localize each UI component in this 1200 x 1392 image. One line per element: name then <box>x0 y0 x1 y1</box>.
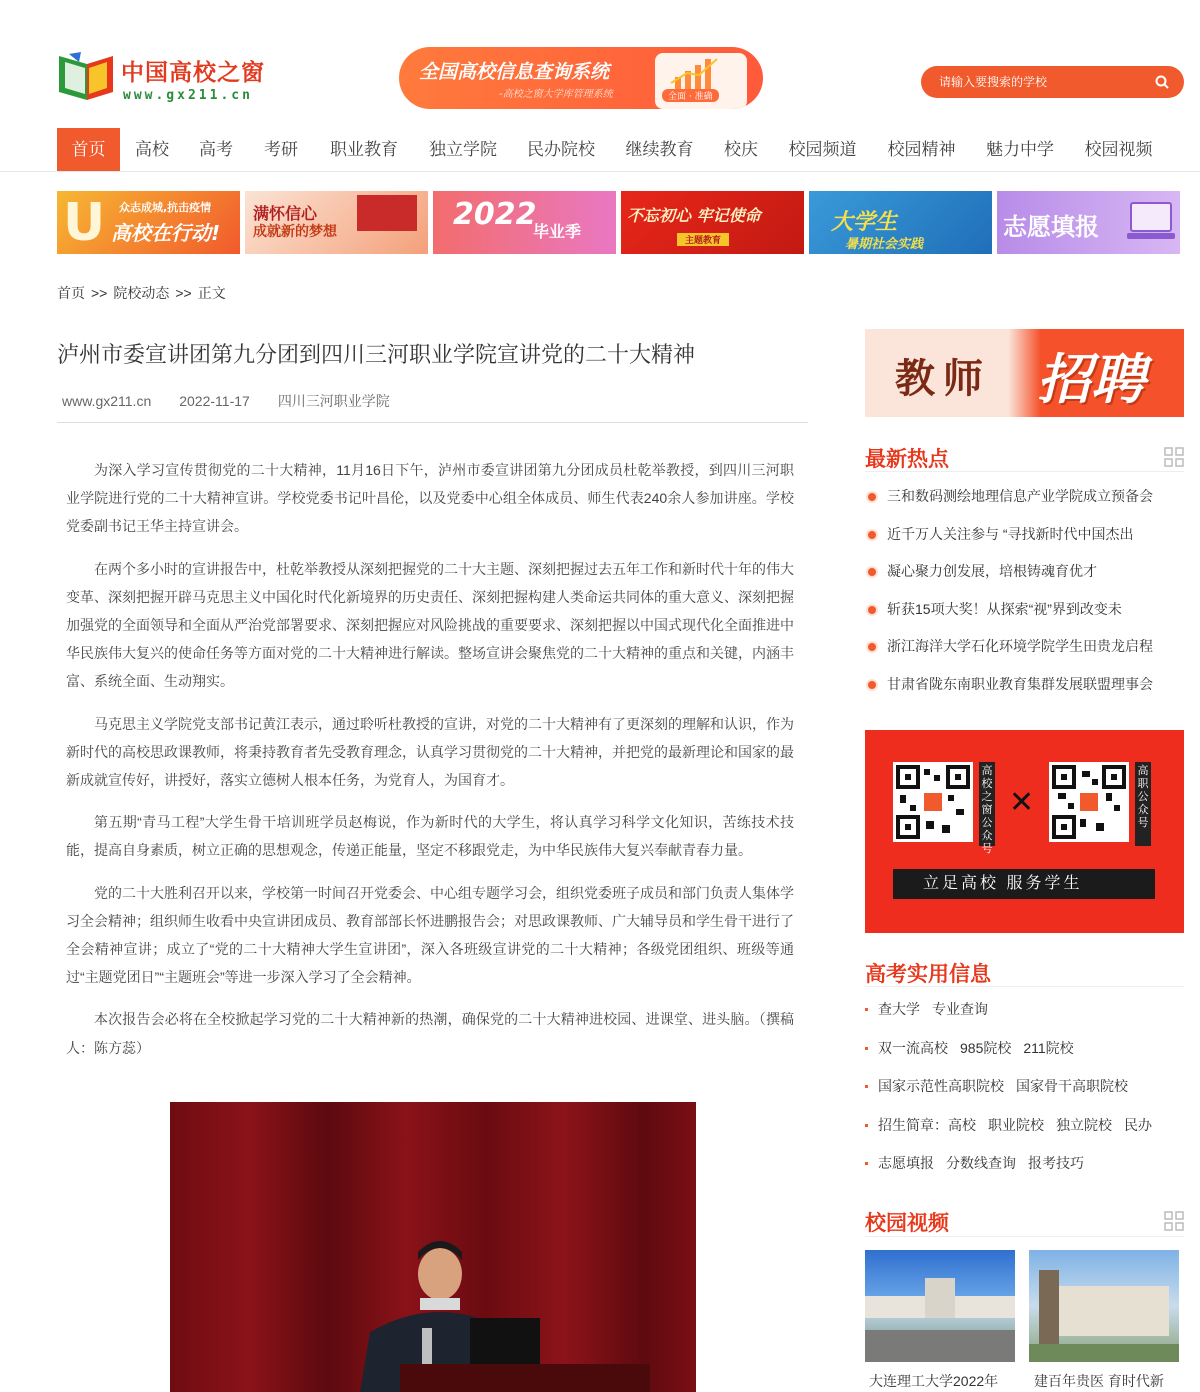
list-item-text: 甘肃省陇东南职业教育集群发展联盟理事会 <box>887 675 1153 692</box>
recruit-teacher-text: 教师 <box>895 356 991 402</box>
nav-item-private[interactable]: 民办院校 <box>527 140 595 159</box>
info-row <box>865 1106 1184 1145</box>
info-link[interactable]: 双一流高校 <box>878 1039 948 1056</box>
search-input[interactable] <box>939 73 1149 91</box>
banner-text: 2022 <box>453 197 537 232</box>
article-source: www.gx211.cn <box>62 393 152 409</box>
nav-item-anniversary[interactable]: 校庆 <box>724 140 758 159</box>
grid-icon[interactable] <box>1164 447 1184 467</box>
video-caption[interactable]: 建百年贵医 育时代新 <box>1034 1373 1164 1389</box>
search-icon[interactable] <box>1154 74 1170 90</box>
campus-building-graphic <box>1029 1250 1179 1362</box>
list-item[interactable] <box>865 628 1184 666</box>
bullet-dot <box>865 1162 868 1165</box>
info-link[interactable]: 国家骨干高职院校 <box>1016 1078 1128 1095</box>
article-body <box>66 456 794 1076</box>
info-link[interactable]: 分数线查询 <box>946 1155 1016 1172</box>
banner-small-text: 众志成城,抗击疫情 <box>119 201 212 214</box>
speaker-photo-graphic <box>170 1102 696 1392</box>
bullet-dot <box>868 681 876 689</box>
recruit-hiring-text: 招聘 <box>1037 348 1145 411</box>
qr-code-right[interactable] <box>1049 762 1129 842</box>
banner-text: 高校在行动! <box>111 221 221 245</box>
qr-right-label: 高职公众号 <box>1135 762 1151 846</box>
info-link[interactable]: 民办 <box>1124 1116 1152 1133</box>
laptop-icon <box>1127 199 1175 245</box>
gate-graphic <box>357 195 417 231</box>
nav-item-campus-video[interactable]: 校园视频 <box>1084 140 1153 159</box>
logo-title: 中国高校之窗 <box>121 60 265 86</box>
info-link[interactable]: 211院校 <box>1023 1039 1074 1056</box>
banner-u-letter: U <box>63 193 106 253</box>
list-item[interactable] <box>865 478 1184 516</box>
list-item[interactable] <box>865 591 1184 629</box>
teacher-recruit-banner[interactable] <box>865 329 1184 417</box>
bar-chart-icon <box>655 53 747 93</box>
article-photo <box>170 1102 696 1392</box>
logo-url: www.gx211.cn <box>123 88 253 103</box>
banner-text: 满怀信心 <box>253 204 318 223</box>
gaokao-info-title: 高考实用信息 <box>865 963 991 986</box>
info-row <box>865 990 1184 1029</box>
list-item-text: 近千万人关注参与 “寻找新时代中国杰出 <box>887 525 1134 542</box>
nav-item-kaoyan[interactable]: 考研 <box>264 140 298 159</box>
breadcrumb-sep: >> <box>175 285 192 301</box>
bullet-dot <box>865 1085 868 1088</box>
hot-news-title: 最新热点 <box>865 448 949 471</box>
gaokao-info-list <box>865 990 1184 1183</box>
info-link[interactable]: 专业查询 <box>932 1001 988 1017</box>
article-date: 2022-11-17 <box>179 393 250 409</box>
video-thumbnail[interactable] <box>1029 1250 1179 1362</box>
divider <box>57 422 808 423</box>
banner-text: 大学生 <box>831 210 898 235</box>
bullet-dot <box>868 643 876 651</box>
bullet-dot <box>868 493 876 501</box>
times-icon: ✕ <box>1009 785 1035 820</box>
nav-item-universities[interactable]: 高校 <box>135 140 169 159</box>
promo-badge: 全面 · 准确 <box>662 89 719 102</box>
qr-code-icon <box>1052 765 1126 839</box>
promo-banner[interactable] <box>399 47 763 109</box>
banner-small-text: 主题教育 <box>677 233 729 246</box>
info-link[interactable]: 985院校 <box>960 1039 1012 1056</box>
list-item-text: 三和数码测绘地理信息产业学院成立预备会 <box>887 488 1153 504</box>
grid-icon[interactable] <box>1164 1211 1184 1231</box>
breadcrumb-news[interactable]: 院校动态 <box>113 285 170 301</box>
list-item-text: 斩获15项大奖！从探索“视”界到改变未 <box>887 600 1122 617</box>
banner-original-mission[interactable] <box>621 191 804 254</box>
bullet-dot <box>868 606 876 614</box>
banner-small-text: 毕业季 <box>533 222 582 241</box>
nav-item-gaokao[interactable]: 高考 <box>199 140 233 159</box>
breadcrumb-sep: >> <box>91 285 108 301</box>
banner-text: 志愿填报 <box>1003 213 1099 241</box>
video-caption[interactable]: 大连理工大学2022年 <box>869 1373 999 1389</box>
breadcrumb <box>57 283 232 303</box>
bullet-dot <box>868 568 876 576</box>
info-row <box>865 1067 1184 1106</box>
nav-item-continuing[interactable]: 继续教育 <box>625 140 694 159</box>
list-item[interactable] <box>865 553 1184 591</box>
nav-item-independent[interactable]: 独立学院 <box>429 140 497 159</box>
nav-item-campus-spirit[interactable]: 校园精神 <box>887 140 956 159</box>
banner-application[interactable] <box>997 191 1180 254</box>
hot-news-list <box>865 478 1184 704</box>
nav-item-vocational[interactable]: 职业教育 <box>330 140 398 159</box>
campus-video-title: 校园视频 <box>865 1212 949 1235</box>
section-divider <box>865 986 1184 987</box>
breadcrumb-home[interactable]: 首页 <box>57 285 85 301</box>
main-nav <box>0 128 1200 172</box>
bullet-dot <box>868 531 876 539</box>
article-paragraph: 为深入学习宣传贯彻党的二十大精神，11月16日下午，泸州市委宣讲团第九分团成员杜乾举教授，到四川三河职业学院进行党的二十大精神宣讲。学校党委书记叶昌伦，以及党委中心组全体成员、师生代表240余人参加讲座。学校党委副书记王华主持宣讲会。 <box>66 462 794 535</box>
info-link[interactable]: 国家示范性高职院校 <box>878 1078 1004 1095</box>
promo-title: 全国高校信息查询系统 <box>419 61 610 83</box>
bullet-dot <box>865 1047 868 1050</box>
nav-item-campus-channel[interactable]: 校园频道 <box>788 140 857 159</box>
qr-left-label: 高校之窗公众号 <box>979 762 995 846</box>
video-thumbnail[interactable] <box>865 1250 1015 1362</box>
article-title: 泸州市委宣讲团第九分团到四川三河职业学院宣讲党的二十大精神 <box>57 342 696 367</box>
banner-small-text: 暑期社会实践 <box>845 237 924 252</box>
info-link[interactable]: 招生简章：高校 <box>878 1116 976 1133</box>
list-item-text: 凝心聚力创发展，培根铸魂育优才 <box>887 563 1097 580</box>
bullet-dot <box>865 1124 868 1127</box>
banner-confidence[interactable] <box>245 191 428 254</box>
site-logo[interactable] <box>57 46 287 106</box>
section-divider <box>865 471 1184 472</box>
qr-code-panel <box>865 730 1184 933</box>
banner-fight-epidemic[interactable] <box>57 191 240 254</box>
qr-code-icon <box>896 765 970 839</box>
info-row <box>865 1029 1184 1068</box>
nav-item-home[interactable]: 首页 <box>57 128 120 171</box>
breadcrumb-current: 正文 <box>197 285 226 301</box>
article-paragraph: 本次报告会必将在全校掀起学习党的二十大精神新的热潮，确保党的二十大精神进校园、进课堂、进头脑。（撰稿人：陈方蕊） <box>66 1011 794 1056</box>
list-item-text: 浙江海洋大学石化环境学院学生田贵龙启程 <box>887 638 1153 655</box>
campus-building-graphic <box>865 1250 1015 1362</box>
info-link[interactable]: 报考技巧 <box>1028 1155 1084 1172</box>
logo-book-icon <box>57 50 115 104</box>
qr-slogan-text: 立足高校 服务学生 <box>923 875 1083 892</box>
promo-subtitle: -高校之窗大学库管理系统 <box>499 89 613 100</box>
list-item[interactable] <box>865 516 1184 554</box>
article-author: 四川三河职业学院 <box>277 393 390 409</box>
bullet-dot <box>865 1008 868 1011</box>
article-meta <box>62 391 418 411</box>
banner-text: 不忘初心 牢记使命 <box>627 206 761 225</box>
search-bar <box>921 66 1184 98</box>
nav-item-middle-school[interactable]: 魅力中学 <box>986 140 1054 159</box>
banner-summer-practice[interactable] <box>809 191 992 254</box>
article-paragraph: 马克思主义学院党支部书记黄江表示，通过聆听杜教授的宣讲，对党的二十大精神有了更深刻的理解和认识，作为新时代的高校思政课教师，将秉持教育者先受教育理念，认真学习贯彻党的二十大精神，并把党的最新理论和国家的最新成就宣传好，讲授好，落实立德树人根本任务，为党育人，为国育才。 <box>66 715 794 789</box>
info-link[interactable]: 查大学 <box>878 1001 920 1017</box>
banner-small-text: 成就新的梦想 <box>253 224 337 240</box>
info-link[interactable]: 志愿填报 <box>878 1155 934 1172</box>
article-paragraph: 在两个多小时的宣讲报告中，杜乾举教授从深刻把握党的二十大主题、深刻把握过去五年工作和新时代十年的伟大变革、深刻把握开辟马克思主义中国化时代化新境界的历史责任、深刻把握构建人类命运共同体的重大意义、深刻把握加强党的全面领导和全面从严治党部署要求、深刻把握应对风险挑战的重要要求、深刻把握以中国式现代化全面推进中华民族伟大复兴的使命任务等方面对党的二十大精神进行解读。整场宣讲会聚焦党的二十大精神的重点和关键，内涵丰富、系统全面、生动翔实。 <box>66 560 794 690</box>
qr-code-left[interactable] <box>893 762 973 842</box>
info-row <box>865 1144 1184 1183</box>
section-divider <box>865 1236 1184 1237</box>
qr-slogan <box>893 869 1155 899</box>
info-link[interactable]: 职业院校 <box>988 1116 1044 1133</box>
list-item[interactable] <box>865 666 1184 704</box>
info-link[interactable]: 独立院校 <box>1056 1116 1112 1133</box>
header <box>0 0 1200 128</box>
banner-graduation[interactable] <box>433 191 616 254</box>
article-paragraph: 党的二十大胜利召开以来，学校第一时间召开党委会、中心组专题学习会，组织党委班子成员和部门负责人集体学习全会精神；组织师生收看中央宣讲团成员、教育部部长怀进鹏报告会；对思政课教师、广大辅导员和学生骨干进行了全会精神宣讲；成立了“党的二十大精神大学生宣讲团”，深入各班级宣讲党的二十大精神；各级党团组织、班级等通过“主题党团日”“主题班会”等进一步深入学习了全会精神。 <box>66 884 794 986</box>
article-paragraph: 第五期“青马工程”大学生骨干培训班学员赵梅说，作为新时代的大学生，将认真学习科学文化知识，苦练技术技能，提高自身素质，树立正确的思想观念，传递正能量，坚定不移跟党走，为中华民族伟大复兴奉献青春力量。 <box>66 814 794 859</box>
